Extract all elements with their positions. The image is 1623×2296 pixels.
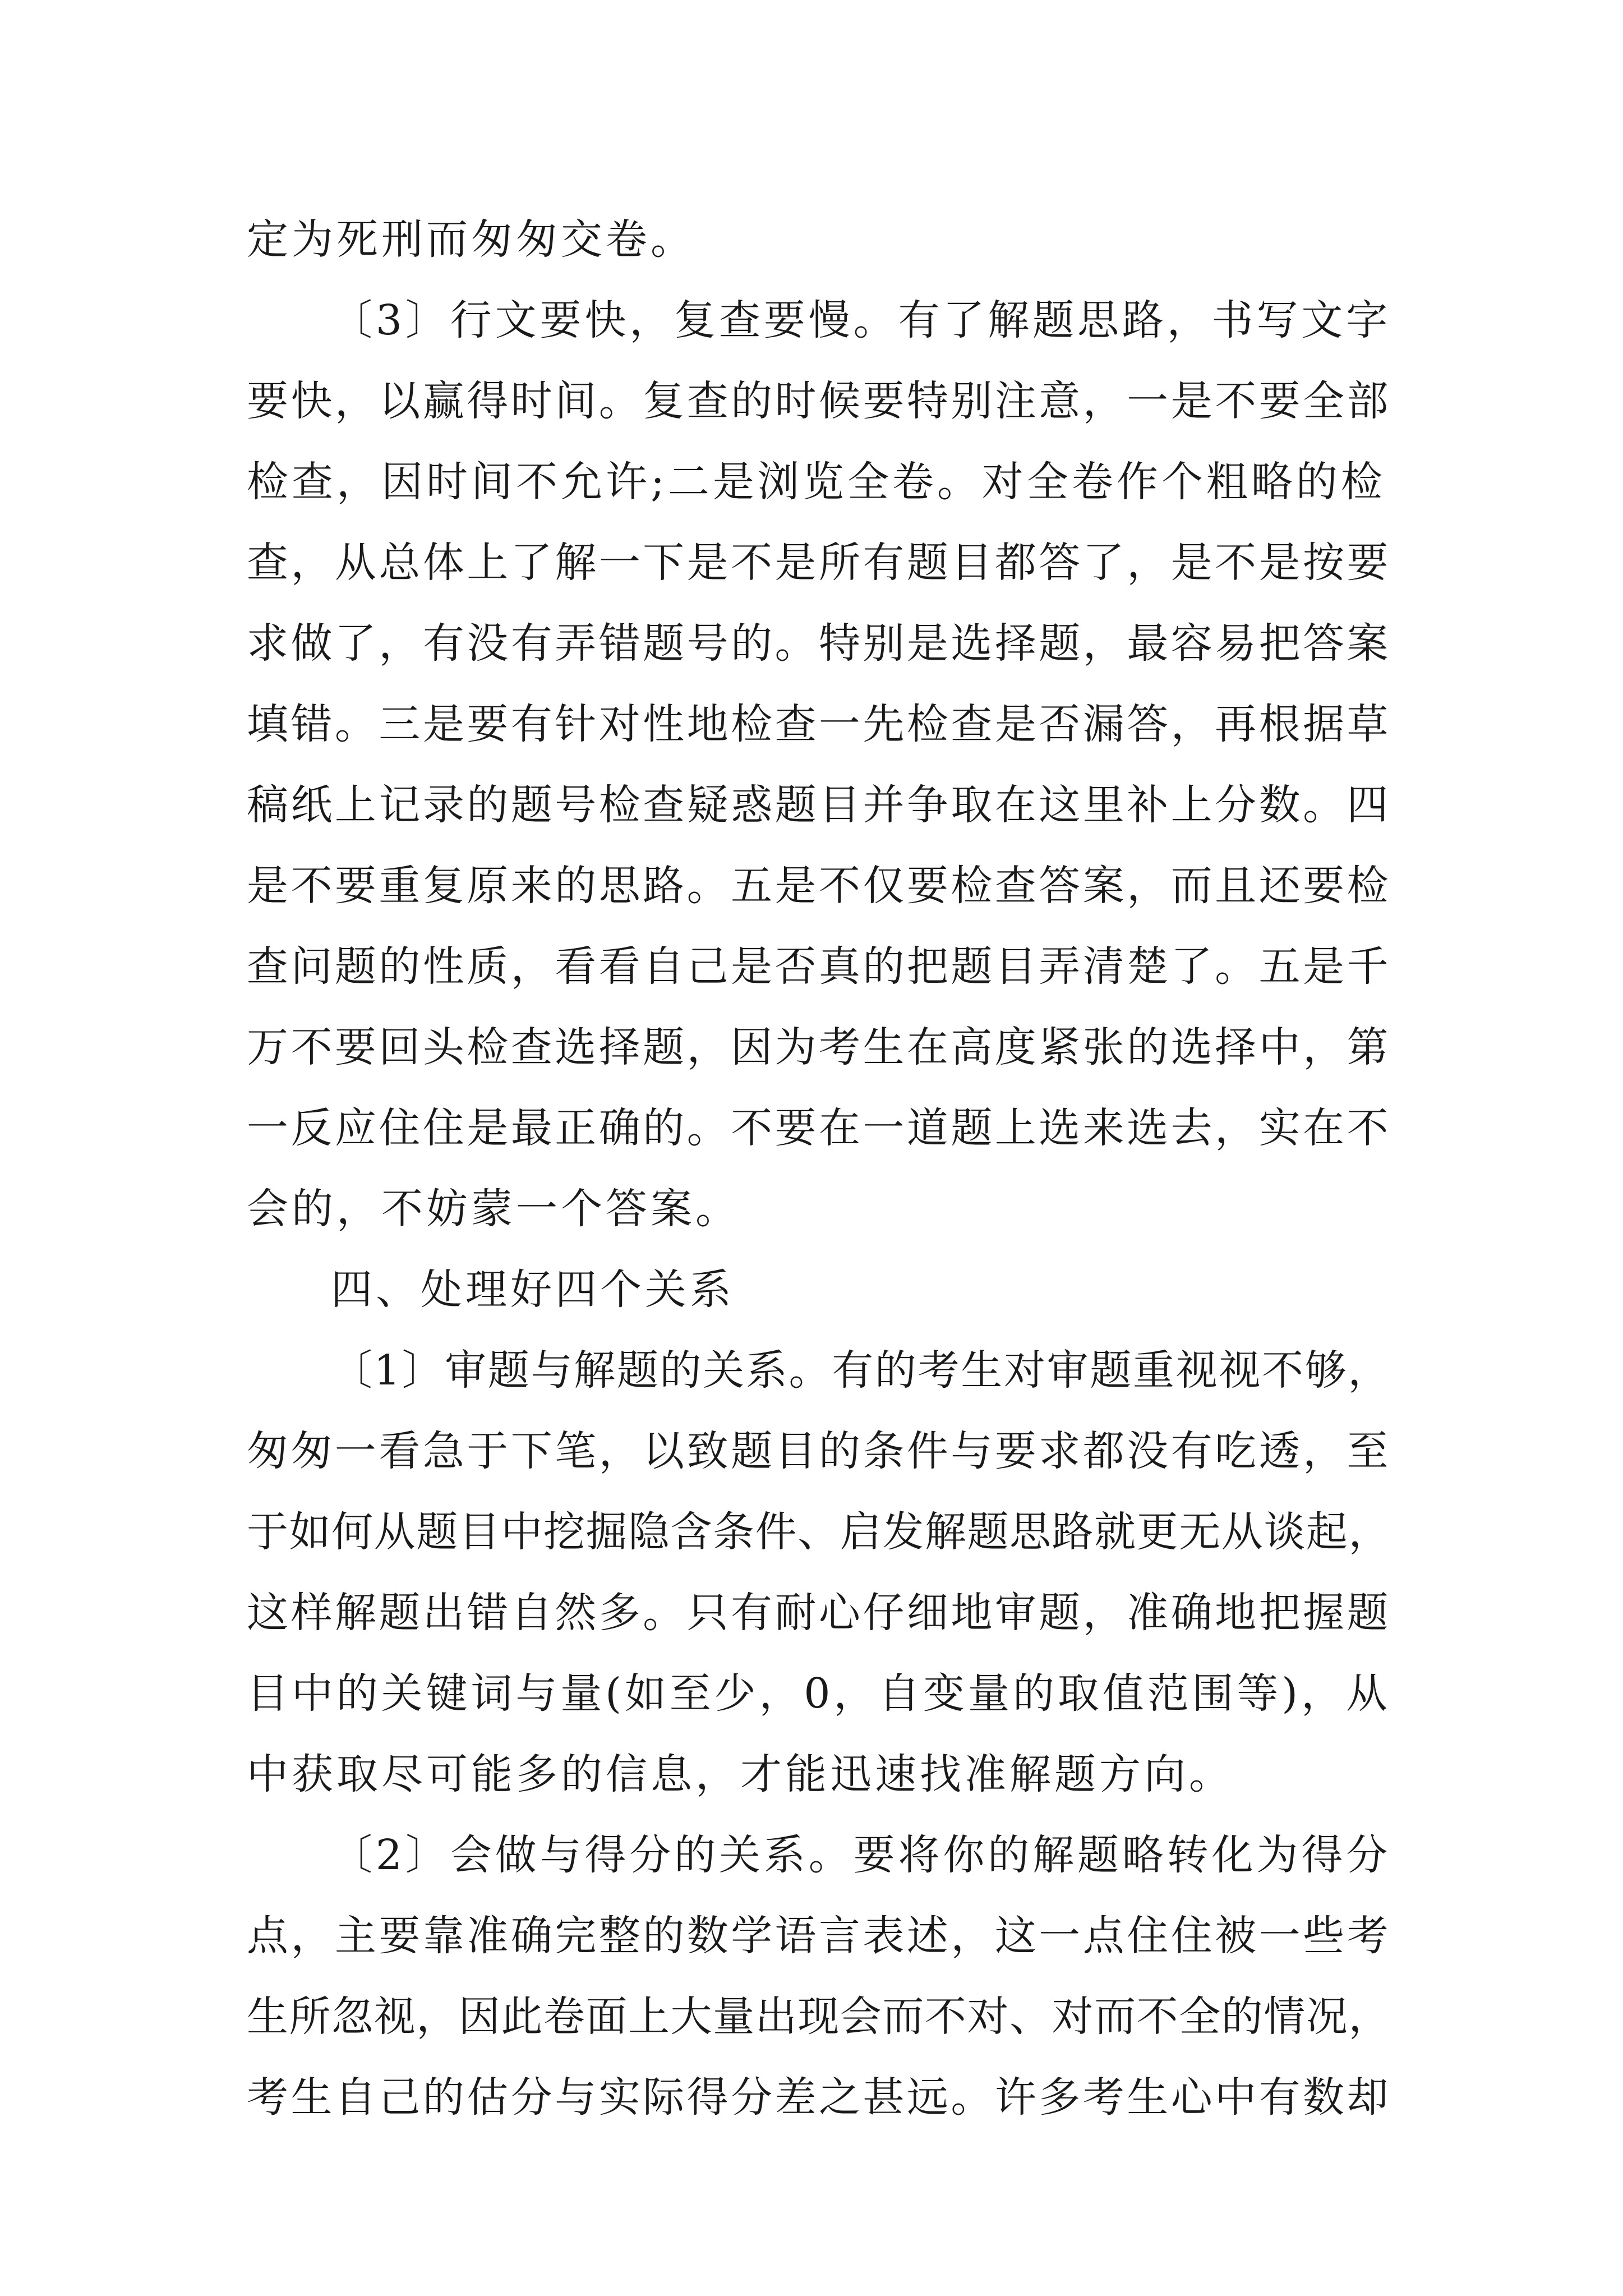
- text-line: 会的，不妨蒙一个答案。: [247, 1185, 740, 1233]
- document-body: [247, 199, 1391, 2138]
- text-line: 查问题的性质，看看自己是否真的把题目弄清楚了。五是千: [247, 942, 1391, 991]
- text-line: 稿纸上记录的题号检查疑惑题目并争取在这里补上分数。四: [247, 781, 1391, 829]
- text-line: 〔1〕审题与解题的关系。有的考生对审题重视视不够，: [331, 1346, 1391, 1395]
- text-line: 要快，以赢得时间。复查的时候要特别注意，一是不要全部: [247, 377, 1391, 425]
- text-line: 定为死刑而匆匆交卷。: [247, 215, 695, 264]
- text-line: 填错。三是要有针对性地检查一先检查是否漏答，再根据草: [247, 700, 1391, 748]
- text-line: 求做了，有没有弄错题号的。特别是选择题，最容易把答案: [247, 619, 1391, 668]
- text-line: 查，从总体上了解一下是不是所有题目都答了，是不是按要: [247, 539, 1391, 587]
- text-line: 中获取尽可能多的信息，才能迅速找准解题方向。: [247, 1750, 1234, 1798]
- text-line: 一反应住住是最正确的。不要在一道题上选来选去，实在不: [247, 1104, 1391, 1152]
- text-line: 〔3〕行文要快，复查要慢。有了解题思路，书写文字: [331, 296, 1391, 344]
- text-line: 〔2〕会做与得分的关系。要将你的解题略转化为得分: [331, 1831, 1391, 1879]
- text-line: 生所忽视，因此卷面上大量出现会而不对、对而不全的情况，: [247, 1993, 1391, 2041]
- text-line: 考生自己的估分与实际得分差之甚远。许多考生心中有数却: [247, 2073, 1391, 2122]
- text-line: 四、处理好四个关系: [331, 1266, 735, 1314]
- text-line: 点，主要靠准确完整的数学语言表述，这一点住住被一些考: [247, 1912, 1391, 1960]
- text-line: 检查，因时间不允许;二是浏览全卷。对全卷作个粗略的检: [247, 458, 1386, 506]
- text-line: 是不要重复原来的思路。五是不仅要检查答案，而且还要检: [247, 862, 1391, 910]
- text-line: 这样解题出错自然多。只有耐心仔细地审题，准确地把握题: [247, 1589, 1391, 1637]
- text-line: 于如何从题目中挖掘隐含条件、启发解题思路就更无从谈起，: [247, 1508, 1391, 1556]
- text-line: 目中的关键词与量(如至少，0，自变量的取值范围等)，从: [247, 1669, 1391, 1718]
- text-line: 万不要回头检查选择题，因为考生在高度紧张的选择中，第: [247, 1023, 1391, 1071]
- text-line: 匆匆一看急于下笔，以致题目的条件与要求都没有吃透，至: [247, 1427, 1391, 1475]
